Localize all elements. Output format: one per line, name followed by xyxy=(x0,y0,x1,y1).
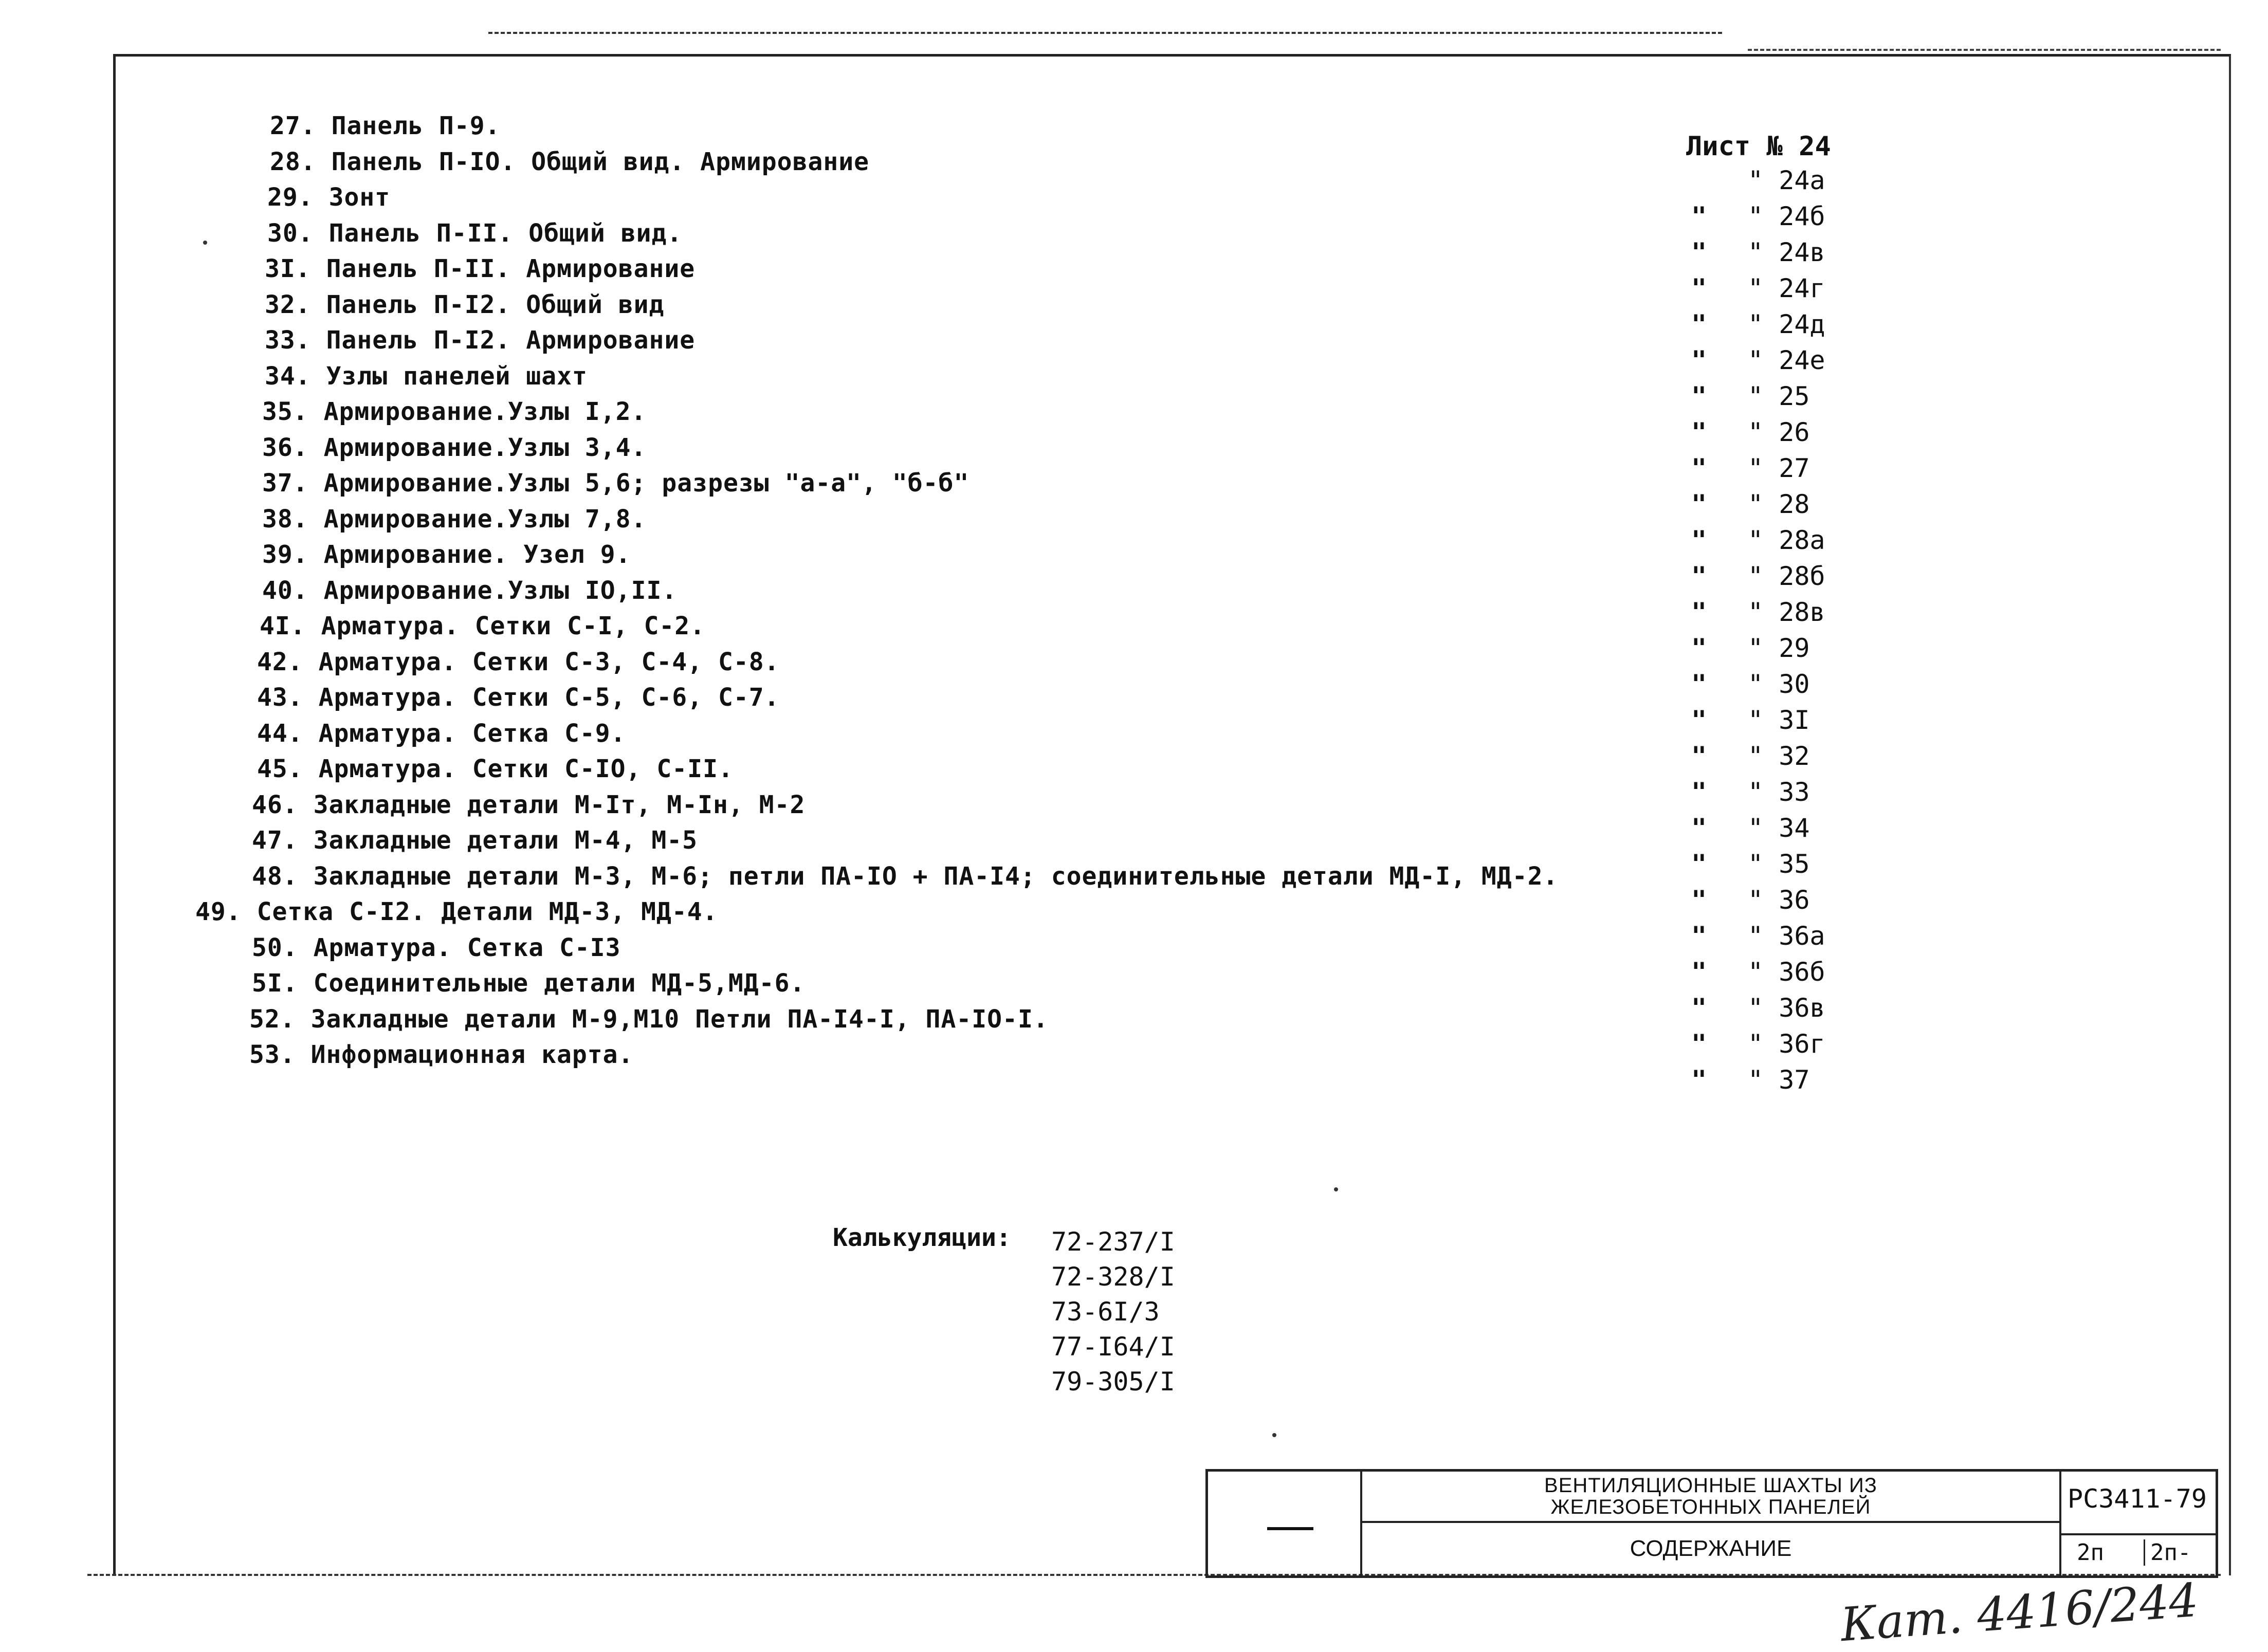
sheet-row xyxy=(1691,848,1809,880)
ditto-mark: " xyxy=(1691,201,1707,231)
ditto-mark: " xyxy=(1748,489,1764,519)
sheet-number: 28а xyxy=(1779,525,1825,555)
contents-item xyxy=(270,146,869,177)
contents-item-title: Панель П-I2. Армирование xyxy=(326,326,696,355)
contents-item-title: Панель П-9. xyxy=(331,112,501,140)
contents-item-title: Арматура. Сетка С-9. xyxy=(318,719,626,748)
contents-item-number: 43. xyxy=(257,683,303,712)
contents-item-title: Панель П-IO. Общий вид. Армирование xyxy=(331,148,870,176)
contents-item-title: Арматура. Сетки С-IO, С-II. xyxy=(318,755,734,783)
contents-item-title: Арматура. Сетки С-I, С-2. xyxy=(321,612,706,640)
contents-item xyxy=(262,504,646,535)
handwritten-note: Кат. 4416/244 xyxy=(1839,1573,2200,1652)
sheet-row xyxy=(1691,380,1809,412)
ditto-mark: " xyxy=(1748,741,1764,771)
title-block-right xyxy=(2061,1472,2216,1575)
calculation-item: 72-237/I xyxy=(1051,1227,1175,1257)
scan-speck xyxy=(203,241,207,245)
ditto-mark: " xyxy=(1748,921,1764,951)
contents-item-number: 39. xyxy=(262,540,308,569)
contents-item-number: 36. xyxy=(262,433,308,462)
sheet-row xyxy=(1691,200,1825,232)
contents-item-number: 3I. xyxy=(265,254,311,283)
ditto-mark: " xyxy=(1748,957,1764,987)
contents-item-number: 33. xyxy=(265,326,311,355)
ditto-mark: " xyxy=(1748,777,1764,807)
contents-item xyxy=(195,896,718,927)
sheet-number: 2п xyxy=(2077,1539,2104,1566)
ditto-mark: " xyxy=(1748,597,1764,627)
contents-item-number: 29. xyxy=(267,183,314,212)
contents-item-title: Панель П-II. Общий вид. xyxy=(328,219,683,248)
sheet-row xyxy=(1691,956,1825,988)
contents-item-number: 44. xyxy=(257,719,303,748)
ditto-mark: " xyxy=(1748,813,1764,843)
ditto-mark: " xyxy=(1748,993,1764,1023)
contents-item-title: Армирование.Узлы 5,6; разрезы "а-а", "б-б" xyxy=(323,469,970,498)
sheet-number: 33 xyxy=(1779,777,1810,807)
ditto-mark: " xyxy=(1748,849,1764,879)
ditto-mark: " xyxy=(1691,1029,1707,1059)
title-block-left-cell xyxy=(1208,1472,1362,1575)
contents-item-number: 38. xyxy=(262,505,308,534)
ditto-mark: " xyxy=(1748,345,1764,375)
sheet-number: 24б xyxy=(1779,201,1825,231)
contents-item xyxy=(262,468,969,499)
ditto-mark: " xyxy=(1748,166,1764,195)
contents-item xyxy=(265,325,695,356)
sheet-number: 32 xyxy=(1779,741,1810,771)
contents-item-number: 32. xyxy=(265,290,311,319)
ditto-mark: " xyxy=(1691,309,1707,339)
ditto-mark: " xyxy=(1691,813,1707,843)
sheet-number: 36в xyxy=(1779,993,1825,1023)
sheet-number: 36г xyxy=(1779,1029,1825,1059)
contents-item xyxy=(252,968,805,999)
sheet-row xyxy=(1691,920,1825,952)
sheet-number: 24е xyxy=(1779,345,1825,375)
contents-item-title: Арматура. Сетка С-I3 xyxy=(313,933,621,962)
contents-item xyxy=(262,432,646,463)
contents-item xyxy=(257,682,780,713)
sheet-row xyxy=(1691,992,1825,1024)
ditto-mark: " xyxy=(1748,309,1764,339)
sheet-row xyxy=(1691,272,1825,304)
ditto-mark: " xyxy=(1691,885,1707,915)
sheet-number: 30 xyxy=(1779,669,1810,699)
sheet-row xyxy=(1691,164,1825,196)
contents-item-title: Армирование.Узлы 3,4. xyxy=(323,433,647,462)
ditto-mark: " xyxy=(1691,273,1707,303)
sheet-row xyxy=(1691,452,1809,484)
scan-speck xyxy=(1334,1187,1338,1191)
contents-item xyxy=(249,1004,1049,1035)
sheet-row xyxy=(1691,560,1825,592)
sheet-row xyxy=(1691,488,1809,520)
sheet-number: 36 xyxy=(1779,885,1810,915)
contents-item-title: Арматура. Сетки С-3, С-4, С-8. xyxy=(318,648,780,676)
contents-item-number: 35. xyxy=(262,397,308,426)
contents-item-title: Узлы панелей шахт xyxy=(326,362,588,391)
ditto-mark: " xyxy=(1748,237,1764,267)
contents-item xyxy=(252,825,698,856)
contents-item-number: 34. xyxy=(265,362,311,391)
contents-item xyxy=(262,539,631,570)
sheet-number: 28 xyxy=(1779,489,1810,519)
ditto-mark: " xyxy=(1691,1065,1707,1095)
contents-item xyxy=(252,932,621,963)
sheet-row xyxy=(1691,344,1825,376)
sheet-row xyxy=(1691,668,1809,700)
ditto-mark: " xyxy=(1691,741,1707,771)
ditto-mark: " xyxy=(1748,453,1764,483)
sheet-number: 37 xyxy=(1779,1065,1810,1095)
contents-item-number: 52. xyxy=(249,1005,296,1034)
sheet-number: 25 xyxy=(1779,381,1810,411)
ditto-mark: " xyxy=(1748,705,1764,735)
contents-item xyxy=(265,289,664,320)
sheet-row xyxy=(1691,812,1809,844)
title-block-subtitle: СОДЕРЖАНИЕ xyxy=(1630,1536,1792,1561)
contents-item xyxy=(257,718,626,749)
ditto-mark: " xyxy=(1691,453,1707,483)
contents-item-number: 4I. xyxy=(260,612,306,640)
sheet-row xyxy=(1691,236,1825,268)
contents-item-number: 30. xyxy=(267,219,314,248)
calculations-list xyxy=(1051,1224,1175,1399)
sheet-row xyxy=(1691,1064,1809,1096)
title-block xyxy=(1205,1469,2218,1578)
contents-item-number: 45. xyxy=(257,755,303,783)
contents-item-number: 46. xyxy=(252,791,298,819)
title-block-sheet-cell xyxy=(2061,1533,2216,1574)
contents-item xyxy=(262,575,677,606)
contents-item-title: Армирование. Узел 9. xyxy=(323,540,631,569)
sheet-number: 36б xyxy=(1779,957,1825,987)
contents-item-number: 48. xyxy=(252,862,298,891)
contents-item-number: 47. xyxy=(252,826,298,855)
contents-item-title: Соединительные детали МД-5,МД-6. xyxy=(313,969,806,998)
sheet-number: 26 xyxy=(1779,417,1810,447)
contents-item-number: 50. xyxy=(252,933,298,962)
sheet-row xyxy=(1691,308,1825,340)
sheet-row xyxy=(1691,596,1825,628)
ditto-mark: " xyxy=(1691,237,1707,267)
contents-item-title: Панель П-II. Армирование xyxy=(326,254,696,283)
contents-item xyxy=(257,754,734,784)
sheet-number: 29 xyxy=(1779,633,1810,663)
contents-item-title: Армирование.Узлы IO,II. xyxy=(323,576,678,605)
calculation-item: 77-I64/I xyxy=(1051,1332,1175,1362)
contents-item-number: 49. xyxy=(195,897,242,926)
contents-item-title: Закладные детали М-3, М-6; петли ПА-IO + ПА-I4; соединительные детали МД-I, МД-2. xyxy=(313,862,1559,891)
ditto-mark: " xyxy=(1748,273,1764,303)
calculation-item: 72-328/I xyxy=(1051,1262,1175,1292)
ditto-mark: " xyxy=(1748,561,1764,591)
contents-item-title: Информационная карта. xyxy=(310,1040,634,1069)
contents-item xyxy=(260,611,705,641)
title-block-title xyxy=(1362,1472,2059,1523)
title-line-1: ВЕНТИЛЯЦИОННЫЕ ШАХТЫ ИЗ xyxy=(1544,1474,1877,1497)
sheet-number: 24а xyxy=(1779,166,1825,195)
contents-item-title: Закладные детали М-9,М10 Петли ПА-I4-I, ПА-IO-I. xyxy=(310,1005,1049,1034)
ditto-mark: " xyxy=(1748,669,1764,699)
document-code: РС3411-79 xyxy=(2068,1484,2207,1514)
ditto-mark: " xyxy=(1691,921,1707,951)
contents-item xyxy=(267,182,390,213)
contents-item-number: 37. xyxy=(262,469,308,498)
sheet-row xyxy=(1691,416,1809,448)
contents-item-title: Арматура. Сетки С-5, С-6, С-7. xyxy=(318,683,780,712)
ditto-mark: " xyxy=(1691,597,1707,627)
sheet-number: 24г xyxy=(1779,273,1825,303)
contents-item xyxy=(249,1039,633,1070)
contents-item-title: Зонт xyxy=(328,183,391,212)
calculations-label: Калькуляции: xyxy=(833,1223,1011,1252)
sheet-numbers-column xyxy=(1676,0,1933,1131)
sheet-row xyxy=(1691,524,1825,556)
contents-item xyxy=(252,790,805,820)
ditto-mark: " xyxy=(1748,1029,1764,1059)
sheets-total: 2п- xyxy=(2144,1539,2191,1566)
ditto-mark: " xyxy=(1748,885,1764,915)
ditto-mark: " xyxy=(1691,417,1707,447)
ditto-mark: " xyxy=(1691,633,1707,663)
sheet-row xyxy=(1691,776,1809,808)
ditto-mark: " xyxy=(1691,957,1707,987)
sheet-number: 35 xyxy=(1779,849,1810,879)
contents-item xyxy=(252,861,1558,892)
sheet-row xyxy=(1691,632,1809,664)
contents-item-number: 5I. xyxy=(252,969,298,998)
contents-item-number: 53. xyxy=(249,1040,296,1069)
sheet-number: 27 xyxy=(1779,453,1810,483)
contents-item-title: Закладные детали М-4, М-5 xyxy=(313,826,698,855)
ditto-mark: " xyxy=(1691,489,1707,519)
ditto-mark: " xyxy=(1748,525,1764,555)
contents-item-title: Закладные детали М-Iт, М-Iн, М-2 xyxy=(313,791,806,819)
ditto-mark: " xyxy=(1691,849,1707,879)
contents-item-number: 28. xyxy=(270,148,316,176)
sheet-row xyxy=(1691,704,1809,736)
contents-item-title: Армирование.Узлы 7,8. xyxy=(323,505,647,534)
contents-list xyxy=(0,0,1645,1131)
title-block-dash xyxy=(1267,1527,1313,1530)
sheet-number: 28б xyxy=(1779,561,1825,591)
contents-item-number: 40. xyxy=(262,576,308,605)
contents-item-title: Панель П-I2. Общий вид xyxy=(326,290,665,319)
sheet-number: 24д xyxy=(1779,309,1825,339)
title-block-center xyxy=(1362,1472,2061,1575)
ditto-mark: " xyxy=(1691,345,1707,375)
sheet-number: 36а xyxy=(1779,921,1825,951)
ditto-mark: " xyxy=(1748,381,1764,411)
contents-item-number: 27. xyxy=(270,112,316,140)
sheet-number: 34 xyxy=(1779,813,1810,843)
contents-item xyxy=(267,218,682,249)
contents-item xyxy=(257,647,780,677)
sheet-number: 28в xyxy=(1779,597,1825,627)
sheet-row xyxy=(1691,1028,1825,1060)
ditto-mark: " xyxy=(1691,705,1707,735)
ditto-mark: " xyxy=(1748,633,1764,663)
contents-item xyxy=(270,111,501,141)
contents-item-title: Армирование.Узлы I,2. xyxy=(323,397,647,426)
contents-item xyxy=(265,253,695,284)
ditto-mark: " xyxy=(1691,777,1707,807)
ditto-mark: " xyxy=(1748,201,1764,231)
sheet-row xyxy=(1691,884,1809,916)
ditto-mark: " xyxy=(1691,381,1707,411)
ditto-mark: " xyxy=(1691,993,1707,1023)
calculation-item: 73-6I/3 xyxy=(1051,1297,1160,1327)
ditto-mark: " xyxy=(1748,1065,1764,1095)
ditto-mark: " xyxy=(1691,561,1707,591)
sheet-number: 24в xyxy=(1779,237,1825,267)
contents-item xyxy=(265,361,588,392)
title-line-2: ЖЕЛЕЗОБЕТОННЫХ ПАНЕЛЕЙ xyxy=(1550,1496,1871,1518)
ditto-mark: " xyxy=(1691,525,1707,555)
ditto-mark: " xyxy=(1691,669,1707,699)
scan-speck xyxy=(1272,1433,1276,1437)
sheet-header: Лист № 24 xyxy=(1686,131,1831,162)
calculation-item: 79-305/I xyxy=(1051,1367,1175,1397)
sheet-row xyxy=(1691,740,1809,772)
ditto-mark: " xyxy=(1748,417,1764,447)
contents-item-title: Сетка С-I2. Детали МД-3, МД-4. xyxy=(257,897,718,926)
contents-item-number: 42. xyxy=(257,648,303,676)
sheet-number: 3I xyxy=(1779,705,1810,735)
contents-item xyxy=(262,396,646,427)
